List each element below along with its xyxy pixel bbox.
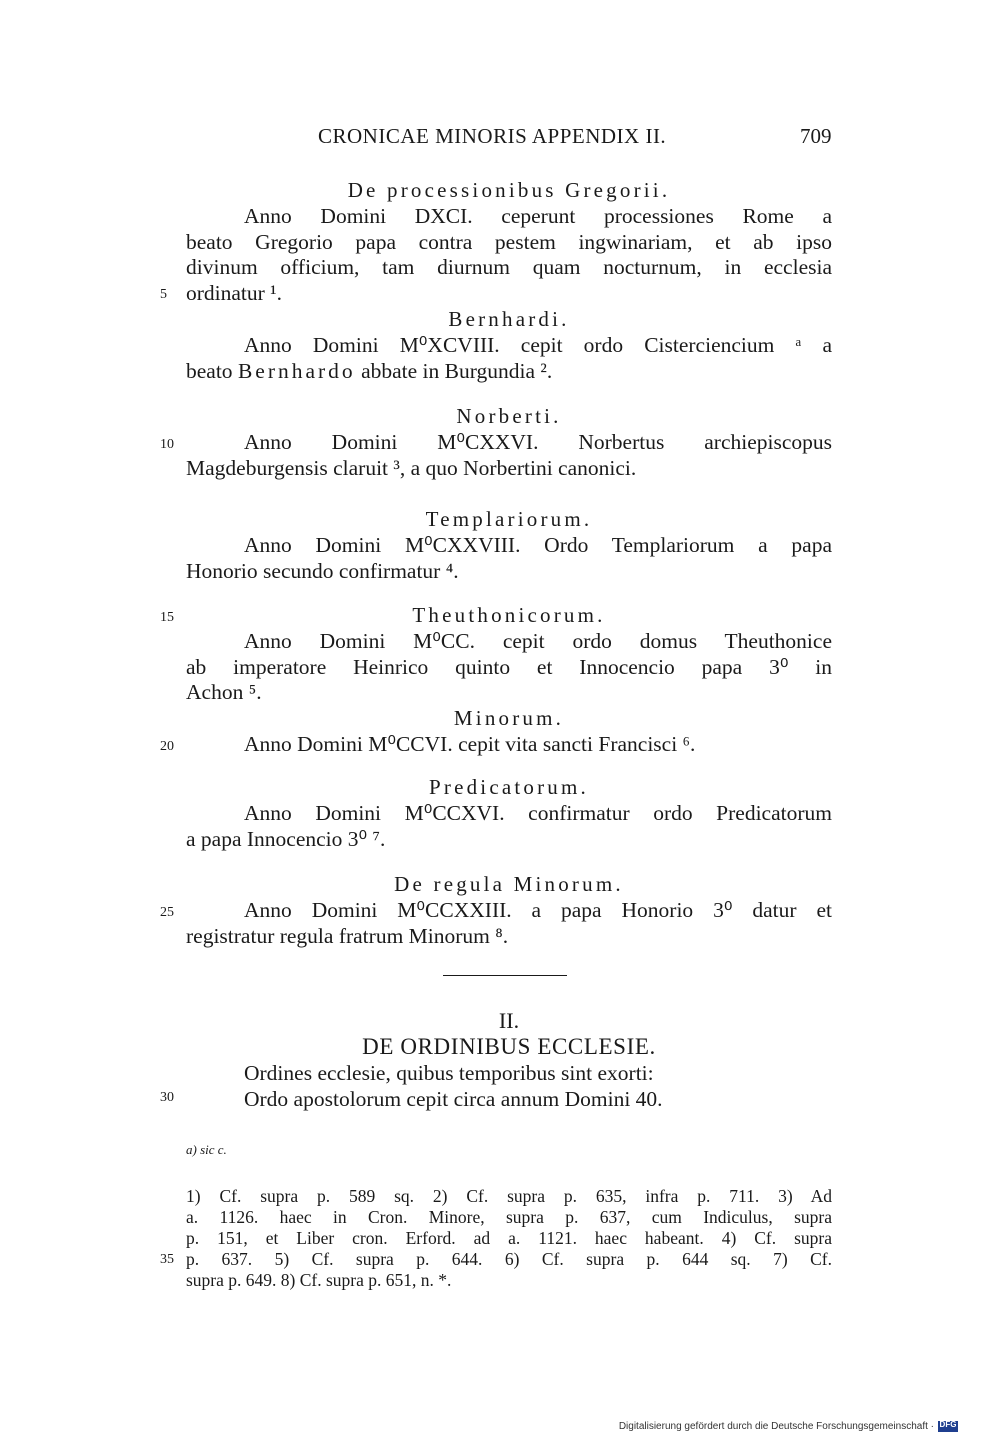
section-heading-minorum: Minorum. [453, 706, 565, 730]
section-divider [443, 975, 567, 976]
text-line: Anno Domini M⁰CCVI. cepit vita sancti Francisci ⁶. [244, 732, 696, 756]
text-fragment: abbate in Burgundia ². [361, 358, 553, 383]
footnote-line: p. 637. 5) Cf. supra p. 644. 6) Cf. supra p. 644 sq. 7) Cf. [186, 1249, 832, 1269]
footnotes [186, 1186, 832, 1291]
footnote-line: a. 1126. haec in Cron. Minore, supra p. 637, cum Indiculus, supra [186, 1207, 832, 1227]
footnote-line: p. 151, et Liber cron. Erford. ad a. 1121. haec habeant. 4) Cf. supra [186, 1228, 832, 1248]
section-heading-norberti: Norberti. [456, 404, 562, 428]
credit-text: Digitalisierung gefördert durch die Deutsche Forschungsgemeinschaft · [618, 1421, 934, 1432]
text-line: Anno Domini M⁰CC. cepit ordo domus Theuthonice [244, 629, 832, 653]
margin-line-number: 20 [160, 739, 174, 754]
paragraph-minorum [186, 732, 832, 758]
paragraph-templariorum [186, 533, 832, 584]
page-number: 709 [800, 124, 832, 148]
text-line: ordinatur ¹. [186, 280, 283, 305]
text-line: Honorio secundo confirmatur ⁴. [186, 558, 459, 583]
paragraph-bernhardi [186, 333, 832, 384]
text-line: ab imperatore Heinrico quinto et Innocencio papa 3⁰ in [186, 654, 832, 679]
section-heading-predicatorum: Predicatorum. [429, 775, 589, 799]
text-fragment: beato [186, 358, 233, 383]
dfg-logo-icon [938, 1421, 958, 1432]
running-header: CRONICAE MINORIS APPENDIX II. [318, 124, 667, 148]
footnote-line: 1) Cf. supra p. 589 sq. 2) Cf. supra p. 635, infra p. 711. 3) Ad [186, 1186, 832, 1206]
footnote-line: supra p. 649. 8) Cf. supra p. 651, n. *. [186, 1270, 452, 1290]
text-line: registratur regula fratrum Minorum ⁸. [186, 923, 509, 948]
paragraph-theuthonicorum [186, 629, 832, 706]
text-line: Ordines ecclesie, quibus temporibus sint exorti: [244, 1061, 654, 1085]
text-line: divinum officium, tam diurnum quam nocturnum, in ecclesia [186, 255, 832, 279]
variant-note: a) sic c. [186, 1142, 227, 1157]
margin-line-number: 15 [160, 610, 174, 625]
paragraph-ordines [186, 1061, 832, 1112]
text-line: beato Gregorio papa contra pestem ingwinariam, et ab ipso [186, 229, 832, 254]
section-heading-templariorum: Templariorum. [425, 507, 593, 531]
margin-line-number: 35 [160, 1252, 174, 1267]
margin-line-number: 5 [160, 287, 167, 302]
text-line: Anno Domini M⁰CXXVI. Norbertus archiepiscopus [244, 430, 832, 454]
text-line: Anno Domini DXCI. ceperunt processiones Rome a [244, 204, 832, 228]
text-line: a papa Innocencio 3⁰ ⁷. [186, 826, 386, 851]
section-heading-gregorii: De processionibus Gregorii. [347, 178, 671, 202]
section-heading-bernhardi: Bernhardi. [448, 307, 570, 331]
paragraph-regula-minorum [186, 898, 832, 949]
margin-line-number: 10 [160, 437, 174, 452]
text-line: Anno Domini M⁰XCVIII. cepit ordo Cisterciencium ᵃ a [244, 333, 832, 357]
text-line: Anno Domini M⁰CCXXIII. a papa Honorio 3⁰ datur et [244, 898, 832, 922]
margin-line-number: 25 [160, 905, 174, 920]
margin-line-number: 30 [160, 1090, 174, 1105]
paragraph-norberti [186, 430, 832, 481]
spaced-name: Bernhardo [237, 358, 356, 383]
digitization-credit [619, 1421, 958, 1432]
text-line: Ordo apostolorum cepit circa annum Domini 40. [244, 1086, 663, 1111]
text-line: Achon ⁵. [186, 680, 262, 704]
section-number: II. [498, 1008, 520, 1033]
dfg-logo-text: DFG [939, 1420, 957, 1429]
paragraph-gregorii [186, 204, 832, 306]
section-heading-theuthonicorum: Theuthonicorum. [412, 603, 606, 627]
section-heading-regula-minorum: De regula Minorum. [394, 872, 624, 896]
text-line: Anno Domini M⁰CCXVI. confirmatur ordo Predicatorum [244, 801, 832, 825]
text-line: Anno Domini M⁰CXXVIII. Ordo Templariorum a papa [244, 533, 832, 557]
text-line [186, 359, 832, 385]
text-line: Magdeburgensis claruit ³, a quo Norbertini canonici. [186, 455, 637, 480]
paragraph-predicatorum [186, 801, 832, 852]
section-title: DE ORDINIBUS ECCLESIE. [362, 1034, 656, 1059]
